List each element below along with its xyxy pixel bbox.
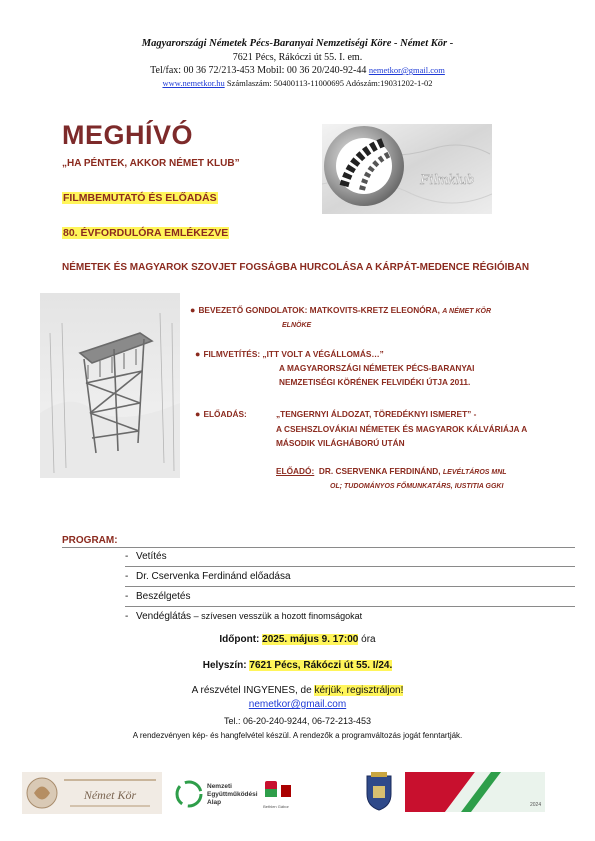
program-item: - Beszélgetés: [125, 587, 575, 607]
bullet-dot-icon: ●: [190, 305, 196, 315]
nea-logo: [173, 775, 298, 813]
registration-note: A részvétel INGYENES, de kérjük, regisztráljon!: [191, 685, 404, 696]
org-tax-info: Számlaszám: 50400113-11000695 Adószám:19031202-1-02: [224, 78, 433, 88]
film-desc-1: A MAGYARORSZÁGI NÉMETEK PÉCS-BARANYAI: [279, 363, 475, 373]
intro-bullet: ● BEVEZETŐ GONDOLATOK: MATKOVITS-KRETZ ELEONÓRA, A NÉMET KÖR: [190, 305, 492, 315]
lecture-title-1: „TENGERNYI ÁLDOZAT, TÖREDÉKNYI ISMERET” -: [276, 409, 477, 419]
speaker-name: DR. CSERVENKA FERDINÁND,: [318, 466, 441, 476]
program-item: - Dr. Cservenka Ferdinánd előadása: [125, 567, 575, 587]
nemet-kor-logo: [22, 772, 162, 814]
intro-role: ELNÖKE: [282, 322, 312, 329]
bullet-dot-icon: ●: [195, 349, 201, 359]
speaker-label: ELŐADÓ:: [276, 466, 315, 476]
speaker-role-1: LEVÉLTÁROS MNL: [442, 469, 507, 476]
event-time: Időpont: 2025. május 9. 17:00 óra: [219, 634, 376, 645]
program-label: PROGRAM:: [62, 535, 118, 546]
org-website-link[interactable]: www.nemetkor.hu: [162, 78, 225, 88]
org-name: Magyarországi Németek Pécs-Baranyai Nemzetiségi Köre - Német Kör -: [141, 38, 454, 49]
invitation-title: MEGHÍVÓ: [62, 120, 194, 150]
org-address: 7621 Pécs, Rákóczi út 55. I. em.: [232, 52, 363, 63]
nea-logo-line-2: Együttműködési: [207, 791, 258, 798]
event-type-highlight: FILMBEMUTATÓ ÉS ELŐADÁS: [63, 192, 217, 204]
nemet-kor-logo-text: Német Kör: [83, 788, 137, 802]
program-item: - Vendéglátás – szívesen vesszük a hozott finomságokat: [125, 611, 363, 622]
contact-phone: Tel.: 06-20-240-9244, 06-72-213-453: [223, 716, 372, 726]
anniversary-highlight: 80. ÉVFORDULÓRA EMLÉKEZVE: [63, 227, 229, 239]
lecture-bullet: ● ELŐADÁS:: [195, 409, 247, 419]
filmklub-label: Filmklub: [420, 172, 475, 188]
bethlen-logo-text: Bethlen Gábor: [263, 804, 289, 809]
org-phone: Tel/fax: 00 36 72/213-453 Mobil: 00 36 20/240-92-44: [150, 65, 367, 76]
nea-logo-line-1: Nemzeti: [207, 783, 232, 790]
ministry-logo: [405, 772, 545, 812]
program-item: - Vetítés: [125, 547, 575, 567]
coat-of-arms-logo: [364, 772, 394, 812]
watchtower-image: [40, 293, 180, 478]
film-desc-2: NEMZETISÉGI KÖRÉNEK FELVIDÉKI ÚTJA 2011.: [279, 377, 471, 387]
invitation-subtitle: „HA PÉNTEK, AKKOR NÉMET KLUB”: [62, 158, 240, 169]
bullet-dot-icon: ●: [195, 409, 201, 419]
lecture-title-3: MÁSODIK VILÁGHÁBORÚ UTÁN: [276, 438, 405, 448]
nea-logo-line-3: Alap: [207, 799, 222, 806]
disclaimer: A rendezvényen kép- és hangfelvétel készül. A rendezők a programváltozás jogát fenntartják.: [132, 731, 463, 740]
film-bullet: ● FILMVETÍTÉS: „ITT VOLT A VÉGÁLLOMÁS…”: [195, 349, 384, 359]
org-contact: [0, 65, 595, 76]
ministry-logo-year: 2024: [530, 802, 542, 808]
filmklub-logo: [322, 124, 492, 214]
org-bank-line: [0, 78, 595, 88]
org-email-link[interactable]: nemetkor@gmail.com: [368, 65, 445, 75]
event-topic: NÉMETEK ÉS MAGYAROK SZOVJET FOGSÁGBA HURCOLÁSA A KÁRPÁT-MEDENCE RÉGIÓIBAN: [62, 262, 530, 273]
registration-email-link[interactable]: nemetkor@gmail.com: [248, 699, 347, 710]
event-place: Helyszín: 7621 Pécs, Rákóczi út 55. I/24.: [202, 660, 393, 671]
lecture-title-2: A CSEHSZLOVÁKIAI NÉMETEK ÉS MAGYAROK KÁLVÁRIÁJA A: [276, 424, 528, 434]
speaker-line: [276, 465, 507, 479]
speaker-role-2: OL; TUDOMÁNYOS FŐMUNKATÁRS, IUSTITIA GGKI: [330, 483, 504, 490]
